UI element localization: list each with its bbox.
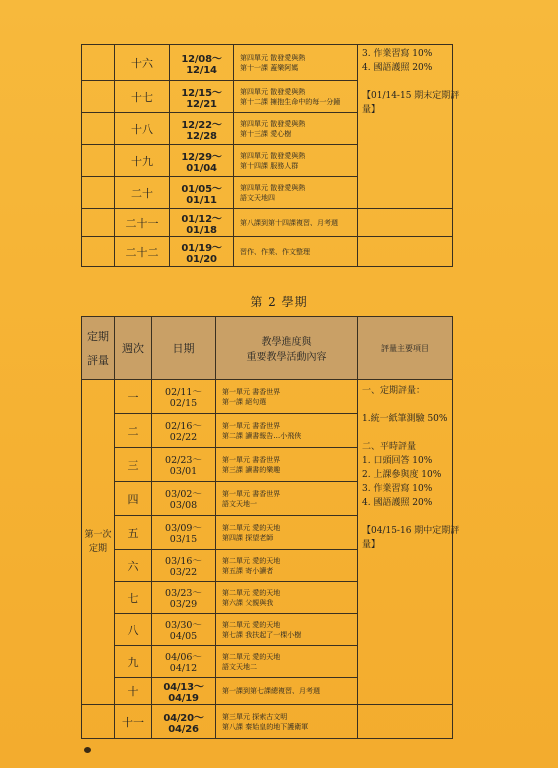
lesson-text: 第十二課 擁抱生命中的每一分鐘: [240, 97, 341, 106]
week-cell: 十: [115, 678, 152, 705]
eval-line: 【04/15-16 期中定期評: [362, 526, 460, 536]
unit-text: 第四單元 散發愛與熱: [240, 119, 306, 128]
content-cell: [216, 448, 358, 482]
content-cell: [234, 177, 358, 209]
table-row: [82, 705, 453, 739]
week-cell: 八: [115, 614, 152, 646]
lesson-text: 第一課 絕句選: [222, 397, 267, 406]
eval-line: 1. 口頭回答 10%: [362, 456, 433, 466]
unit-text: 第四單元 散發愛與熱: [240, 53, 306, 62]
week-cell: 五: [115, 516, 152, 550]
content-cell: [216, 678, 358, 705]
ink-blot: [84, 747, 91, 753]
eval-line: 二、平時評量: [362, 442, 417, 452]
eval-line: 量】: [362, 540, 381, 550]
table-row: [82, 237, 453, 267]
date-cell: 01/12～01/18: [170, 209, 234, 237]
unit-text: 第四單元 散發愛與熱: [240, 87, 306, 96]
lesson-text: 第八課 秦始皇的地下護衛軍: [222, 722, 309, 731]
date-cell: 01/05～01/11: [170, 177, 234, 209]
content-cell: [234, 145, 358, 177]
eval-line: [362, 510, 452, 524]
stage-cell: [82, 113, 115, 145]
week-cell: 二十: [115, 177, 170, 209]
table-row: [82, 380, 453, 414]
date-cell: 12/08～12/14: [170, 45, 234, 81]
week-cell: 二十一: [115, 209, 170, 237]
date-cell: 03/16～03/22: [152, 550, 216, 582]
eval-cell: [358, 45, 460, 209]
header-content: 教學進度與 重要教學活動內容: [216, 317, 358, 380]
eval-line: [362, 398, 452, 412]
lesson-text: 第六課 父親與我: [222, 598, 274, 607]
content-cell: [234, 113, 358, 145]
unit-text: 第一單元 書香世界: [222, 387, 281, 396]
unit-text: 第一單元 書香世界: [222, 455, 281, 464]
content-cell: [234, 209, 358, 237]
semester2-title: 第 2 學期: [250, 295, 308, 309]
content-cell: [216, 516, 358, 550]
unit-text: 第三單元 探索古文明: [222, 712, 288, 721]
content-cell: [216, 482, 358, 516]
lesson-text: 語文天地二: [222, 662, 257, 671]
table-row: [82, 45, 453, 81]
unit-text: 第二單元 愛的天地: [222, 620, 281, 629]
header-week: 週次: [115, 317, 152, 380]
eval-line: 量】: [362, 105, 381, 115]
unit-text: 第四單元 散發愛與熱: [240, 183, 306, 192]
lesson-text: 語文天地一: [222, 499, 257, 508]
date-cell: 04/06～04/12: [152, 646, 216, 678]
date-cell: 01/19～01/20: [170, 237, 234, 267]
stage-cell: [82, 209, 115, 237]
date-cell: 04/13～04/19: [152, 678, 216, 705]
eval-line: 2. 上課參與度 10%: [362, 470, 442, 480]
unit-text: 第一單元 書香世界: [222, 421, 281, 430]
eval-line: 1.統一紙筆測驗 50%: [362, 414, 448, 424]
content-cell: [234, 45, 358, 81]
stage-cell: [82, 145, 115, 177]
date-cell: 12/15～12/21: [170, 81, 234, 113]
unit-text: 第二單元 愛的天地: [222, 523, 281, 532]
lesson-text: 第十三課 愛心樹: [240, 129, 292, 138]
unit-text: 第四單元 散發愛與熱: [240, 151, 306, 160]
week-cell: 十六: [115, 45, 170, 81]
date-cell: 02/23～03/01: [152, 448, 216, 482]
table-row: [82, 209, 453, 237]
stage-cell: [82, 705, 115, 739]
header-date: 日期: [152, 317, 216, 380]
eval-line: 3. 作業習寫 10%: [362, 49, 433, 59]
week-cell: 一: [115, 380, 152, 414]
stage-cell: [82, 177, 115, 209]
lesson-text: 第三課 讀書的樂趣: [222, 465, 281, 474]
lesson-text: 第五課 寄小讀者: [222, 566, 274, 575]
content-cell: [216, 414, 358, 448]
week-cell: 七: [115, 582, 152, 614]
eval-line: 4. 國語護照 20%: [362, 63, 433, 73]
content-cell: [216, 582, 358, 614]
week-cell: 九: [115, 646, 152, 678]
unit-text: 第八課到第十四課複習、月考週: [240, 218, 338, 227]
date-cell: 12/29～01/04: [170, 145, 234, 177]
lesson-text: 語文天地四: [240, 193, 275, 202]
lesson-text: 第二課 讀書報告…小飛俠: [222, 431, 302, 440]
unit-text: 第二單元 愛的天地: [222, 556, 281, 565]
eval-line: 4. 國語護照 20%: [362, 498, 433, 508]
stage-cell: [82, 45, 115, 81]
lesson-text: 第四課 探望老師: [222, 533, 274, 542]
week-cell: 六: [115, 550, 152, 582]
week-cell: 十九: [115, 145, 170, 177]
stage-label: 第一次: [84, 530, 112, 540]
semester1-table: [81, 44, 460, 267]
week-cell: 十七: [115, 81, 170, 113]
date-cell: 03/02～03/08: [152, 482, 216, 516]
week-cell: 二十二: [115, 237, 170, 267]
date-cell: 03/23～03/29: [152, 582, 216, 614]
lesson-text: 第十四課 服務人群: [240, 161, 299, 170]
unit-text: 第一單元 書香世界: [222, 489, 281, 498]
unit-text: 第二單元 愛的天地: [222, 588, 281, 597]
stage-label: 定期: [88, 544, 107, 554]
eval-line: [362, 75, 452, 89]
content-cell: [234, 237, 358, 267]
week-cell: 四: [115, 482, 152, 516]
content-cell: [234, 81, 358, 113]
content-cell: [216, 380, 358, 414]
header-eval: 評量主要項目: [358, 317, 453, 380]
stage-cell: [82, 81, 115, 113]
week-cell: 十八: [115, 113, 170, 145]
content-cell: [216, 705, 358, 739]
stage-cell: [82, 380, 115, 705]
date-cell: 04/20～04/26: [152, 705, 216, 739]
eval-cell-empty: [358, 209, 453, 237]
eval-line: 3. 作業習寫 10%: [362, 484, 433, 494]
unit-text: 第二單元 愛的天地: [222, 652, 281, 661]
week-cell: 二: [115, 414, 152, 448]
date-cell: 12/22～12/28: [170, 113, 234, 145]
lesson-text: 第十一課 蓋樂阿媽: [240, 63, 299, 72]
header-stage: 定期 評量: [82, 317, 115, 380]
eval-line: 【01/14-15 期末定期評: [362, 91, 460, 101]
unit-text: 習作、作業、作文整理: [240, 247, 310, 256]
eval-line: 一、定期評量：: [362, 386, 426, 396]
content-cell: [216, 646, 358, 678]
week-cell: 十一: [115, 705, 152, 739]
unit-text: 第一課到第七課總複習、月考週: [222, 687, 320, 695]
semester2-table: [81, 316, 460, 739]
lesson-text: 第七課 我扶起了一棵小樹: [222, 630, 302, 639]
date-cell: 02/16～02/22: [152, 414, 216, 448]
week-cell: 三: [115, 448, 152, 482]
date-cell: 02/11～02/15: [152, 380, 216, 414]
content-cell: [216, 614, 358, 646]
stage-cell: [82, 237, 115, 267]
eval-cell-empty: [358, 705, 453, 739]
eval-cell-empty: [358, 237, 453, 267]
date-cell: 03/30～04/05: [152, 614, 216, 646]
date-cell: 03/09～03/15: [152, 516, 216, 550]
eval-cell: [358, 380, 460, 705]
eval-line: [362, 426, 452, 440]
content-cell: [216, 550, 358, 582]
